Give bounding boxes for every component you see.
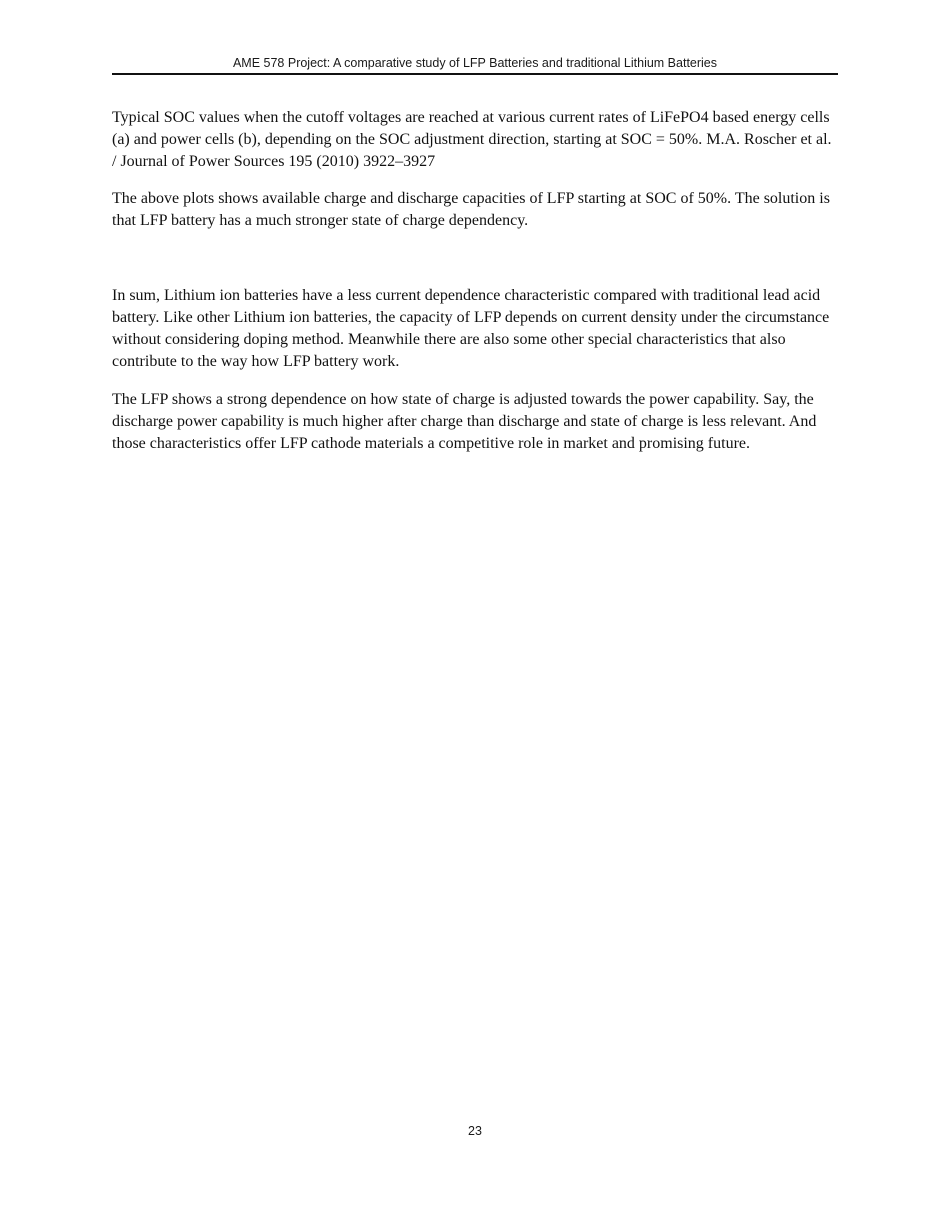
running-header: AME 578 Project: A comparative study of LFP Batteries and traditional Lithium Batteries xyxy=(232,56,718,70)
paragraph-figure-caption: Typical SOC values when the cutoff voltages are reached at various current rates of LiFePO4 based energy cells (a) and power cells (b), depending on the SOC adjustment direction, starting at SOC = 50%. M.A. Roscher et al. / Journal of Power Sources 195 (2010) 3922–3927 xyxy=(112,109,832,170)
header-rule xyxy=(112,73,838,75)
paragraph-plot-explanation: The above plots shows available charge and discharge capacities of LFP starting at SOC of 50%. The solution is that LFP battery has a much stronger state of charge dependency. xyxy=(112,190,830,229)
paragraph-summary: In sum, Lithium ion batteries have a less current dependence characteristic compared with traditional lead acid battery. Like other Lithium ion batteries, the capacity of LFP depends on current density under the circumstance without considering doping method. Meanwhile there are also some other special characteristics that also contribute to the way how LFP battery work. xyxy=(112,287,830,370)
paragraph-conclusion: The LFP shows a strong dependence on how state of charge is adjusted towards the power capability. Say, the discharge power capability is much higher after charge than discharge and state of charge is less relevant. And those characteristics offer LFP cathode materials a competitive role in market and promising future. xyxy=(112,391,817,452)
page-number: 23 xyxy=(468,1124,482,1138)
